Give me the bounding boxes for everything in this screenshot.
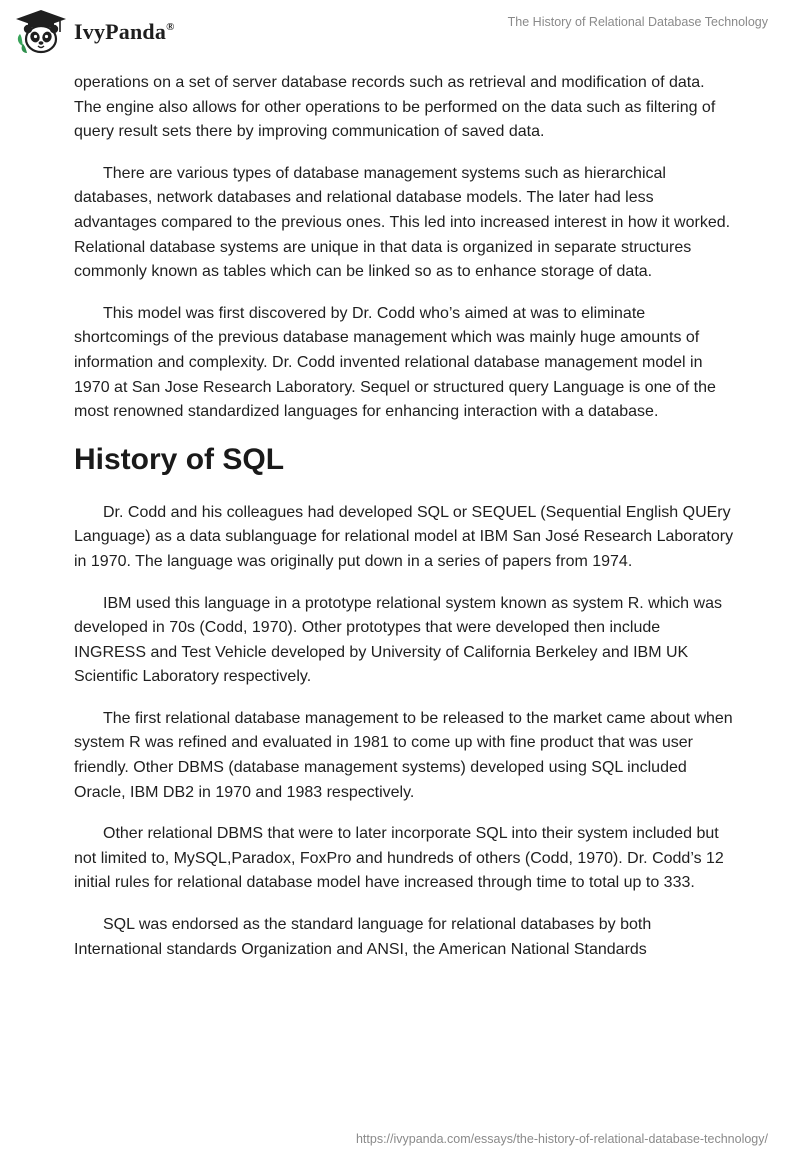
paragraph: There are various types of database management systems such as hierarchical databases, network databases and relational database models. The later had less advantages compared to the previous ones. This led into increased interest in how it worked. Relational database systems are unique in that data is organized in separate structures commonly known as tables which can be linked so as to enhance storage of data. [74,164,731,281]
section-heading: History of SQL [74,442,285,476]
document-title: The History of Relational Database Technology [507,15,768,29]
source-url[interactable]: https://ivypanda.com/essays/the-history-of-relational-database-technology/ [355,1132,768,1146]
essay-content [74,71,734,979]
panda-graduate-icon [14,8,68,56]
paragraph: The first relational database management to be released to the market came about when system R was refined and evaluated in 1981 to come up with fine product that was user friendly. Other DBMS (database management systems) developed using SQL included Oracle, IBM DB2 in 1970 and 1983 respectively. [74,709,733,801]
brand-logo[interactable] [14,8,175,56]
paragraph: SQL was endorsed as the standard language for relational databases by both International standards Organization and ANSI, the American National Standards [74,916,652,958]
page-header [0,0,800,70]
paragraph: IBM used this language in a prototype relational system known as system R. which was developed in 70s (Codd, 1970). Other prototypes that were developed then include INGRESS and Test Vehicle developed by University of California Berkeley and IBM UK Scientific Laboratory respectively. [74,594,722,686]
paragraph: Other relational DBMS that were to later incorporate SQL into their system included but not limited to, MySQL,Paradox, FoxPro and hundreds of others (Codd, 1970). Dr. Codd’s 12 initial rules for relational database model have increased through time to total up to 333. [74,825,724,892]
paragraph: operations on a set of server database records such as retrieval and modification of data. The engine also allows for other operations to be performed on the data such as filtering of query result sets there by improving communication of saved data. [74,74,716,141]
paragraph: This model was first discovered by Dr. Codd who’s aimed at was to eliminate shortcomings of the previous database management which was mainly huge amounts of information and complexity. Dr. Codd invented relational database management model in 1970 at San Jose Research Laboratory. Sequel or structured query Language is one of the most renowned standardized languages for enhancing interaction with a database. [74,304,716,421]
trademark-symbol: ® [166,21,175,33]
paragraph: Dr. Codd and his colleagues had developed SQL or SEQUEL (Sequential English QUEry Language) as a data sublanguage for relational model at IBM San José Research Laboratory in 1970. The language was originally put down in a series of papers from 1974. [74,503,734,570]
brand-name: IvyPanda® [74,19,175,44]
